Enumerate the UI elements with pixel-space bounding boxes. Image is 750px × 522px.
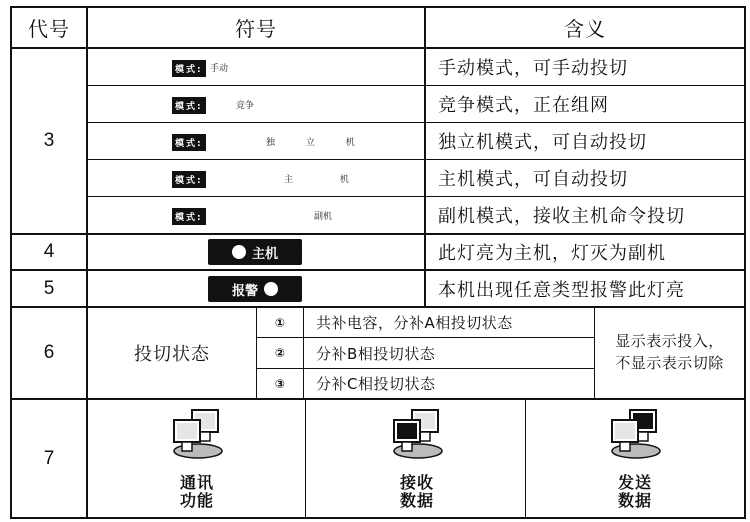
switching-status-title: 投切状态 <box>134 344 210 365</box>
code-3: 3 <box>43 130 55 151</box>
status-num-2: ② <box>274 346 286 360</box>
meaning-slave: 副机模式，接收主机命令投切 <box>438 206 685 227</box>
mode-value: 副机 <box>314 212 333 222</box>
icon-label-receive: 接收 数据 <box>399 473 434 510</box>
meaning-master: 主机模式，可自动投切 <box>438 169 628 190</box>
mode-value: 手动 <box>210 64 229 74</box>
code-5: 5 <box>43 277 55 299</box>
alarm-indicator-symbol <box>208 276 302 302</box>
code-6: 6 <box>43 342 55 363</box>
mode-value: 竞争 <box>236 101 255 111</box>
code-7: 7 <box>43 447 55 469</box>
mode-symbol-master <box>88 160 424 196</box>
alarm-indicator-label: 报警 <box>231 283 258 299</box>
code-4: 4 <box>43 241 55 262</box>
header-meaning: 含义 <box>564 17 606 41</box>
status-text-1: 共补电容，分补A相投切状态 <box>316 314 513 332</box>
mode-value: 独 立 机 <box>266 138 369 148</box>
note-line-2: 不显示表示切除 <box>615 354 724 372</box>
mode-label: 模式: <box>172 171 206 188</box>
header-code: 代号 <box>28 17 70 41</box>
meaning-manual: 手动模式，可手动投切 <box>438 58 628 79</box>
mode-label: 模式: <box>172 60 206 77</box>
indicator-dot-icon <box>232 245 246 259</box>
indicator-dot-icon <box>264 282 278 296</box>
status-text-3: 分补C相投切状态 <box>316 375 436 393</box>
status-text-2: 分补B相投切状态 <box>316 344 436 363</box>
mode-symbol-standalone <box>88 123 424 159</box>
mode-symbol-compete <box>88 86 424 122</box>
mode-label: 模式: <box>172 97 206 114</box>
icon-label-communication: 通讯 功能 <box>179 473 214 510</box>
network-computers-icon <box>168 406 226 462</box>
master-indicator-label: 主机 <box>251 246 278 262</box>
switching-status-note <box>595 330 744 374</box>
status-num-1: ① <box>274 315 286 330</box>
mode-symbol-manual <box>88 49 424 85</box>
network-computers-receive-icon <box>388 406 446 462</box>
mode-label: 模式: <box>172 134 206 151</box>
network-computers-send-icon <box>606 406 664 462</box>
mode-symbol-slave <box>88 197 424 233</box>
status-num-3: ③ <box>274 376 286 391</box>
meaning-master-light: 此灯亮为主机，灯灭为副机 <box>438 243 666 264</box>
meaning-alarm-light: 本机出现任意类型报警此灯亮 <box>438 279 685 301</box>
mode-label: 模式: <box>172 208 206 225</box>
meaning-compete: 竞争模式，正在组网 <box>438 95 609 116</box>
meaning-standalone: 独立机模式，可自动投切 <box>438 132 647 153</box>
mode-value: 主 机 <box>284 175 371 185</box>
note-line-1: 显示表示投入， <box>615 332 724 350</box>
icon-label-send: 发送 数据 <box>617 473 652 510</box>
header-symbol: 符号 <box>235 17 277 41</box>
master-indicator-symbol <box>208 239 302 265</box>
